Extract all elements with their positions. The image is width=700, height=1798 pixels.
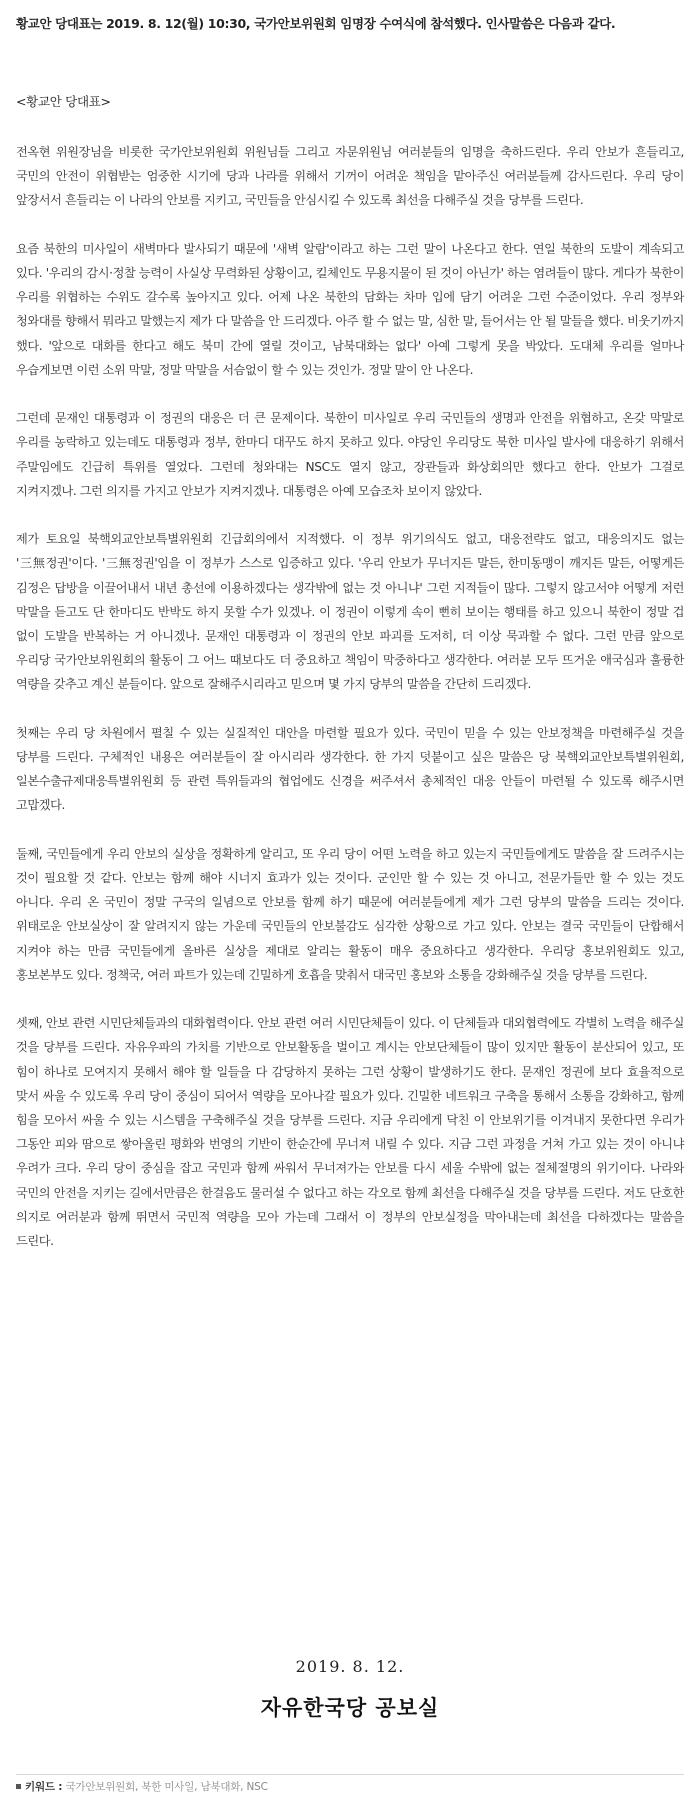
paragraph-greeting: 전옥현 위원장님을 비롯한 국가안보위원회 위원님들 그리고 자문위원님 여러분들의 임명을 축하드린다. 우리 안보가 흔들리고, 국민의 안전이 위협받는 엄중한 시기에 당과 나라를 위해서 기꺼이 어려운 책임을 맡아주신 여러분들께 감사드린다. 우리 당이 앞장서서 흔들리는 이 나라의 안보를 지키고, 국민들을 안심시킬 수 있도록 최선을 다해주실 것을 당부를 드린다. xyxy=(16,145,684,208)
paragraph-third-request: 셋째, 안보 관련 시민단체들과의 대화협력이다. 안보 관련 여러 시민단체들이 있다. 이 단체들과 대외협력에도 각별히 노력을 해주실 것을 당부를 드린다. 자유우파의 가치를 기반으로 안보활동을 벌이고 계시는 안보단체들이 많이 있지만 활동이 분산되어 있고, 또 힘이 하나로 모여지지 못해서 해야 할 일들을 다 감당하지 못하는 그런 상황이 발생하기도 한다. 문재인 정권에 보다 효율적으로 맞서 싸울 수 있도록 우리 당이 중심이 되어서 역량을 모아나갈 필요가 있다. 긴밀한 네트워크 구축을 통해서 소통을 강화하고, 함께 힘을 모아서 싸울 수 있는 시스템을 구축해주실 것을 당부를 드린다. 지금 우리에게 닥친 이 안보위기를 이겨내지 못한다면 우리가 그동안 피와 땀으로 쌓아올린 평화와 번영의 기반이 한순간에 무너져 내릴 수 있다. 지금 그런 과정을 거쳐 가고 있는 것이 아니냐 우려가 크다. 우리 당이 중심을 잡고 국민과 함께 싸워서 무너져가는 안보를 다시 세울 수밖에 없는 절체절명의 위기이다. 나라와 국민의 안전을 지키는 길에서만큼은 한걸음도 물러설 수 없다고 하는 각오로 함께 최선을 다해주실 것을 당부를 드린다. 저도 단호한 의지로 여러분과 함께 뛰면서 국민적 역량을 모아 가는데 그래서 이 정부의 안보실정을 막아내는데 최선을 다하겠다는 말씀을 드린다. xyxy=(16,1016,684,1249)
keywords-label: 키워드 : xyxy=(25,1781,63,1793)
paragraph-second-request: 둘째, 국민들에게 우리 안보의 실상을 정확하게 알리고, 또 우리 당이 어떤 노력을 하고 있는지 국민들에게도 말씀을 잘 드려주시는 것이 필요할 것 같다. 안보는 함께 해야 시너지 효과가 있는 것이다. 군인만 할 수 있는 것 아니고, 전문가들만 할 수 있는 것도 아니다. 우리 온 국민이 정말 구국의 일념으로 안보를 함께 하기 때문에 여러분들에게 제가 그런 당부의 말씀을 드리는 것이다. 위태로운 안보실상이 잘 알려지지 않는 가운데 국민들의 안보불감도 심각한 상황으로 가고 있다. 안보는 결국 국민들이 단합해서 지켜야 하는 만큼 국민들에게 올바른 실상을 제대로 알리는 활동이 매우 중요하다고 생각한다. 우리당 홍보위원회도 있고, 홍보본부도 있다. 정책국, 여러 파트가 있는데 긴밀하게 호흡을 맞춰서 대국민 홍보와 소통을 강화해주실 것을 당부를 드린다. xyxy=(16,846,684,982)
paragraph-government-response: 그런데 문재인 대통령과 이 정권의 대응은 더 큰 문제이다. 북한이 미사일로 우리 국민들의 생명과 안전을 위협하고, 온갖 막말로 우리를 농락하고 있는데도 대통령과 정부, 한마디 대꾸도 하지 못하고 있다. 야당인 우리당도 북한 미사일 발사에 대응하기 위해서 주말임에도 긴급히 특위를 열었다. 그런데 청와대는 NSC도 열지 않고, 장관들과 화상회의만 했다고 한다. 안보가 그걸로 지켜지겠나. 그런 의지를 가지고 안보가 지켜지겠나. 대통령은 아예 모습조차 보이지 않았다. xyxy=(16,411,684,498)
article-body xyxy=(16,140,684,1277)
keywords-divider xyxy=(16,1774,684,1775)
paragraph-three-no-regime: 제가 토요일 북핵외교안보특별위원회 긴급회의에서 지적했다. 이 정부 위기의식도 없고, 대응전략도 없고, 대응의지도 없는 '三無정권'이다. '三無정권'임을 이 정부가 스스로 입증하고 있다. '우리 안보가 무너지든 말든, 한미동맹이 깨지든 말든, 어떻게든 김정은 답방을 이끌어내서 내년 총선에 이용하겠다는 생각밖에 없는 것 아니냐' 그런 지적들이 많다. 그렇지 않고서야 어떻게 저런 막말을 듣고도 단 한마디도 반박도 하지 못할 수가 있겠나. 이 정권이 이렇게 속이 뻔히 보이는 행태를 하고 있으니 북한이 정말 겁 없이 도발을 반복하는 거 아니겠나. 문재인 대통령과 이 정권의 안보 파괴를 도저히, 더 이상 묵과할 수 없다. 그런 만큼 앞으로 우리당 국가안보위원회의 활동이 그 어느 때보다도 더 중요하고 책임이 막중하다고 생각한다. 여러분 모두 뜨거운 애국심과 훌륭한 역량을 갖추고 계신 분들이다. 앞으로 잘해주시리라고 믿으며 몇 가지 당부의 말씀을 간단히 드리겠다. xyxy=(16,532,684,692)
release-date: 2019. 8. 12. xyxy=(295,1657,405,1676)
keywords-list[interactable]: 국가안보위원회, 북한 미사일, 남북대화, NSC xyxy=(65,1781,268,1793)
paragraph-north-korea-provocation: 요즘 북한의 미사일이 새벽마다 발사되기 때문에 '새벽 알람'이라고 하는 그런 말이 나온다고 한다. 연일 북한의 도발이 계속되고 있다. '우리의 감시·정찰 능력이 사실상 무력화된 상황이고, 킬체인도 무용지물이 된 것이 아닌가' 하는 염려들이 많다. 게다가 북한이 우리를 위협하는 수위도 갈수록 높아지고 있다. 어제 나온 북한의 담화는 차마 입에 담기 어려운 그런 수준이었다. 우리 정부와 청와대를 향해서 뭐라고 말했는지 제가 다 말씀을 안 드리겠다. 아주 할 수 없는 말, 심한 말, 들어서는 안 될 말들을 했다. 비웃기까지 했다. '앞으로 대화를 한다고 해도 북미 간에 열릴 것이고, 남북대화는 없다' 아예 그렇게 못을 박았다. 도대체 우리를 얼마나 우습게보면 이런 소위 막말, 정말 막말을 서슴없이 할 수 있는 것인가. 정말 말이 안 나온다. xyxy=(16,241,684,377)
organization-signature: 자유한국당 공보실 xyxy=(260,1696,440,1720)
square-bullet-icon xyxy=(16,1784,21,1789)
article-lead: 황교안 당대표는 2019. 8. 12(월) 10:30, 국가안보위원회 임명장 수여식에 참석했다. 인사말씀은 다음과 같다. xyxy=(16,16,616,31)
paragraph-first-request: 첫째는 우리 당 차원에서 펼칠 수 있는 실질적인 대안을 마련할 필요가 있다. 국민이 믿을 수 있는 안보정책을 마련해주실 것을 당부를 드린다. 구체적인 내용은 여러분들이 잘 아시리라 생각한다. 한 가지 덧붙이고 싶은 말씀은 당 북핵외교안보특별위원회, 일본수출규제대응특별위원회 등 관련 특위들과의 협업에도 신경을 써주셔서 총체적인 대응 안들이 마련될 수 있도록 해주시면 고맙겠다. xyxy=(16,725,684,813)
keywords-bar xyxy=(16,1778,268,1796)
speaker-heading: <황교안 당대표> xyxy=(16,94,111,109)
